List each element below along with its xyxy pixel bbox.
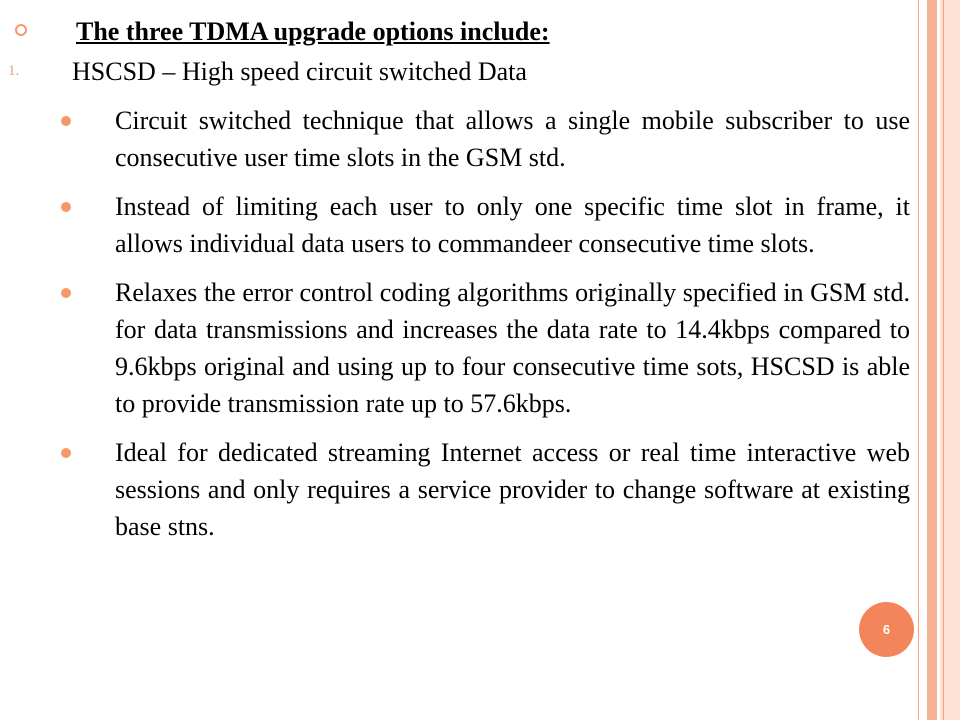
bullet-text: Instead of limiting each user to only one specific time slot in frame, it allows individual data users to commandeer consecutive time slots. [115, 192, 910, 258]
right-border-line [918, 0, 919, 720]
bullet-item [0, 434, 918, 545]
right-border-band [927, 0, 937, 720]
bullet-item [0, 188, 918, 262]
numbered-item-text: HSCSD – High speed circuit switched Data [72, 57, 527, 86]
numbered-item [0, 55, 900, 91]
heading-row [0, 10, 900, 46]
bullet-dot-icon [61, 448, 71, 458]
bullet-dot-icon [61, 202, 71, 212]
bullet-text: Relaxes the error control coding algorithms originally specified in GSM std. for data transmissions and increases the data rate to 14.4kbps compared to 9.6kbps original and using up to four consecutive time sots, HSCSD is able to provide transmission rate up to 57.6kbps. [115, 278, 910, 418]
bullet-dot-icon [61, 116, 71, 126]
ring-bullet-icon [15, 24, 27, 36]
bullet-list [0, 102, 918, 557]
right-border-outer-line [943, 0, 944, 720]
page-number-badge: 6 [859, 602, 914, 657]
number-marker: 1. [8, 63, 20, 79]
bullet-dot-icon [61, 288, 71, 298]
bullet-text: Ideal for dedicated streaming Internet access or real time interactive web sessions and only requires a service provider to change software at existing base stns. [115, 438, 910, 541]
bullet-item [0, 102, 918, 176]
bullet-text: Circuit switched technique that allows a single mobile subscriber to use consecutive user time slots in the GSM std. [115, 106, 910, 172]
bullet-item [0, 274, 918, 422]
slide-heading: The three TDMA upgrade options include: [76, 17, 550, 46]
